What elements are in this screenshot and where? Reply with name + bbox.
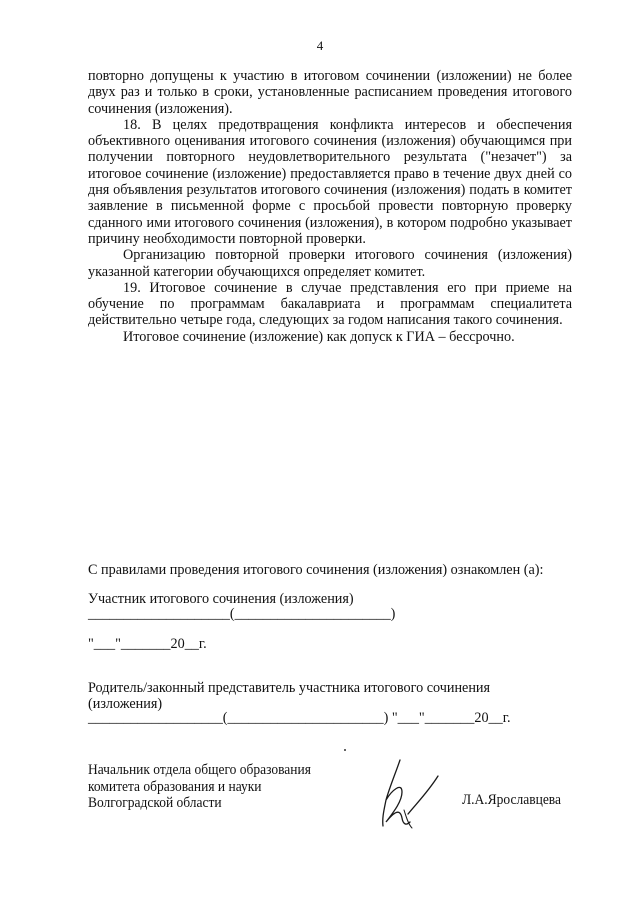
parent-signature-line: ___________________(______________________) "___"_______20__г.: [88, 710, 511, 726]
paragraph-18: 18. В целях предотвращения конфликта интересов и обеспечения объективного оценивания итогового сочинения (изложения) обучающимся при получении повторного неудовлетворительного результата ("незачет") за итоговое сочинение (изложение) предоставляется право в течение двух дней со дня объявления результатов итогового сочинения (изложения) подать в комитет заявление в письменной форме с просьбой провести повторную проверку сданного ими итогового сочинения (изложения), в котором подробно указывает причину необходимости повторной проверки.: [88, 116, 572, 247]
position-line-2: комитета образования и науки: [88, 778, 262, 795]
paragraph-admission: Итоговое сочинение (изложение) как допуск к ГИА – бессрочно.: [123, 328, 515, 345]
page-number: 4: [316, 38, 324, 53]
participant-date-line: "___"_______20__г.: [88, 636, 207, 652]
ink-dot: [344, 749, 346, 751]
signatory-position: [88, 762, 311, 812]
signatory-name: Л.А.Ярославцева: [462, 792, 561, 808]
paragraph-recheck-organization: Организацию повторной проверки итогового сочинения (изложения) указанной категории обучающихся определяет комитет.: [88, 247, 572, 280]
participant-signature-line: ____________________(______________________): [88, 606, 396, 622]
paragraph-19: 19. Итоговое сочинение в случае представления его при приеме на обучение по программам бакалавриата и программам специалитета действительно четыре года, следующих за годом написания такого сочинения.: [88, 279, 572, 329]
handwritten-signature: [372, 752, 452, 842]
paragraph-continuation: повторно допущены к участию в итоговом сочинении (изложении) не более двух раз и только в сроки, установленные расписанием проведения итогового сочинения (изложения).: [88, 68, 572, 117]
parent-label: Родитель/законный представитель участника итогового сочинения (изложения): [88, 680, 491, 712]
participant-label: Участник итогового сочинения (изложения): [88, 591, 354, 607]
position-line-1: Начальник отдела общего образования: [88, 762, 311, 778]
acknowledgement-text: С правилами проведения итогового сочинения (изложения) ознакомлен (а):: [88, 562, 544, 578]
document-body: [88, 68, 572, 345]
position-line-3: Волгоградской области: [88, 795, 222, 811]
